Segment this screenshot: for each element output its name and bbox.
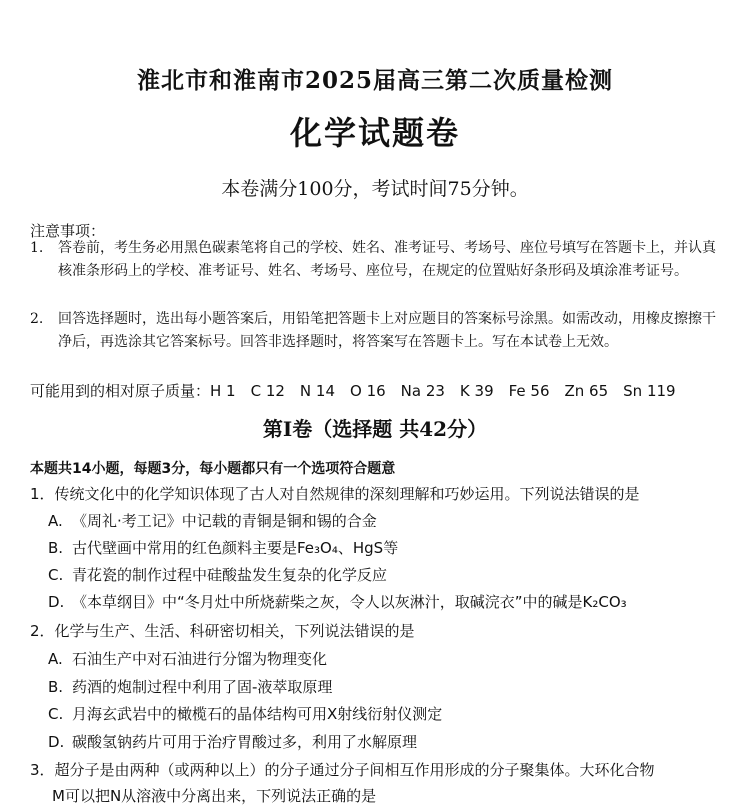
option-text: 古代壁画中常用的红色颜料主要是Fe₃O₄、HgS等: [72, 539, 399, 557]
exam-header: 淮北市和淮南市2025届高三第二次质量检测: [136, 67, 613, 94]
notice-text: 答卷前，考生务必用黑色碳素笔将自己的学校、姓名、准考证号、考场号、座位号填写在答题卡上，并认真核准条形码上的学校、准考证号、姓名、考场号、座位号，在规定的位置贴好条形码及填涂准考证号。: [58, 240, 716, 279]
question-option: [48, 510, 728, 531]
option-letter: B.: [48, 678, 64, 696]
notice-text: 回答选择题时，选出每小题答案后，用铅笔把答题卡上对应题目的答案标号涂黑。如需改动，用橡皮擦擦干净后，再选涂其它答案标号。回答非选择题时，将答案写在答题卡上。写在本试卷上无效。: [58, 311, 716, 350]
section-title: 第Ⅰ卷（选择题 共42分）: [262, 417, 488, 441]
question-stem-line: M可以把N从溶液中分离出来，下列说法正确的是: [52, 787, 377, 805]
option-letter: A.: [48, 512, 63, 530]
notice-item: [30, 237, 720, 283]
question-option: [48, 564, 728, 585]
option-letter: D.: [48, 593, 65, 611]
notice-number: 1.: [30, 240, 44, 256]
option-letter: B.: [48, 539, 64, 557]
notice-number: 2.: [30, 311, 44, 327]
option-text: 青花瓷的制作过程中硅酸盐发生复杂的化学反应: [72, 566, 388, 584]
question-option: [48, 591, 728, 612]
section-intro: 本题共14小题，每题3分，每小题都只有一个选项符合题意: [30, 461, 396, 477]
question-option: [48, 703, 728, 724]
option-text: 月海玄武岩中的橄榄石的晶体结构可用X射线衍射仪测定: [72, 705, 443, 723]
atomic-masses: 可能用到的相对原子质量：H 1 C 12 N 14 O 16 Na 23 K 39 Fe 56 Zn 65 Sn 119: [30, 382, 676, 400]
option-text: 药酒的炮制过程中利用了固-液萃取原理: [72, 678, 333, 696]
exam-info: 本卷满分100分，考试时间75分钟。: [221, 178, 529, 200]
option-letter: C.: [48, 566, 64, 584]
option-text: 碳酸氢钠药片可用于治疗胃酸过多，利用了水解原理: [72, 733, 418, 751]
option-letter: D.: [48, 733, 65, 751]
question-stem: 1．传统文化中的化学知识体现了古人对自然规律的深刻理解和巧妙运用。下列说法错误的是: [30, 485, 640, 503]
question-stem: [30, 757, 730, 809]
notice-item: [30, 308, 720, 354]
option-text: 《周礼·考工记》中记载的青铜是铜和锡的合金: [72, 512, 377, 530]
question-stem-line: 3．超分子是由两种（或两种以上）的分子通过分子间相互作用形成的分子聚集体。大环化合物: [30, 761, 655, 779]
option-text: 《本草纲目》中“冬月灶中所烧薪柴之灰，令人以灰淋汁，取碱浣衣”中的碱是K₂CO₃: [72, 593, 627, 611]
question-option: [48, 676, 728, 697]
option-letter: C.: [48, 705, 64, 723]
paper-title: 化学试题卷: [289, 114, 460, 152]
option-text: 石油生产中对石油进行分馏为物理变化: [72, 650, 328, 668]
question-option: [48, 537, 728, 558]
question-option: [48, 731, 728, 752]
question-option: [48, 648, 728, 669]
question-stem: 2．化学与生产、生活、科研密切相关，下列说法错误的是: [30, 622, 415, 640]
notice-title: 注意事项：: [30, 222, 106, 240]
option-letter: A.: [48, 650, 63, 668]
